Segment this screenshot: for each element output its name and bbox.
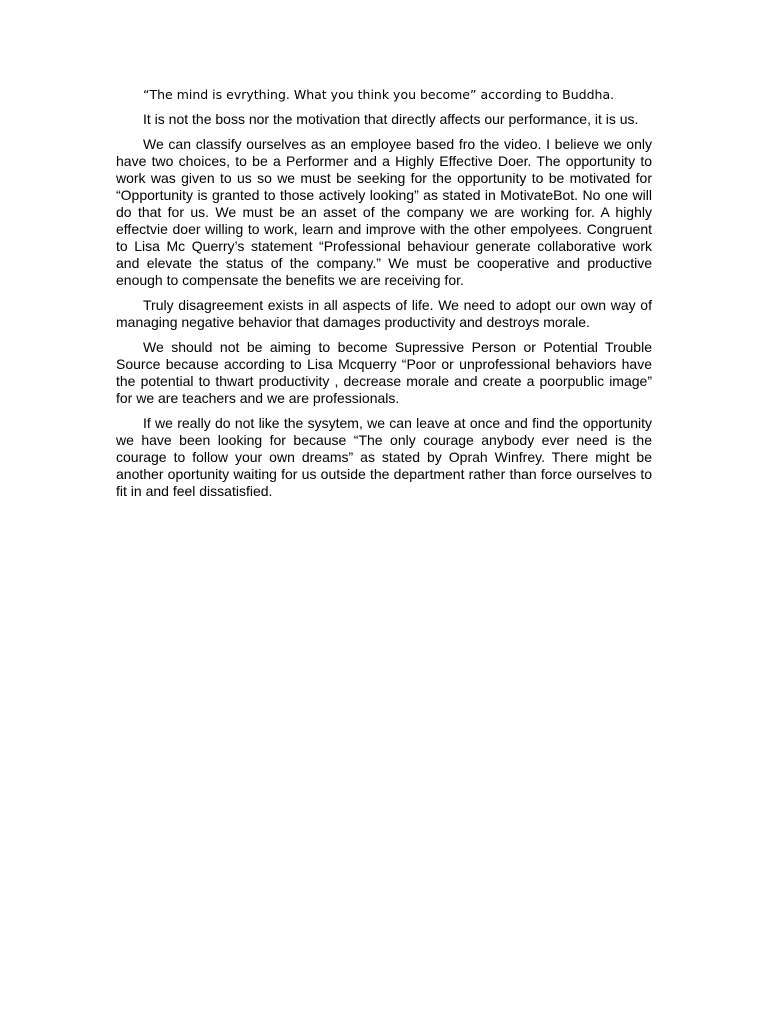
disagreement-paragraph: Truly disagreement exists in all aspects of life. We need to adopt our own way of managing negative behavior that damages productivity and destroys morale.	[116, 297, 652, 330]
employee-classification-paragraph: We can classify ourselves as an employee based fro the video. I believe we only have two choices, to be a Performer and a Highly Effective Doer. The opportunity to work was given to us so we must be seeking for the opportunity to be motivated for “Opportunity is granted to those actively looking” as stated in MotivateBot. No one will do that for us. We must be an asset of the company we are working for. A highly effectvie doer willing to work, learn and improve with the other empolyees. Congruent to Lisa Mc Querry’s statement “Professional behaviour generate collaborative work and elevate the status of the company.” We must be cooperative and productive enough to compensate the benefits we are receiving for.	[116, 136, 652, 288]
buddha-quote-paragraph: “The mind is evrything. What you think you become” according to Buddha.	[143, 87, 615, 102]
document-page	[116, 86, 652, 508]
thesis-paragraph: It is not the boss nor the motivation that directly affects our performance, it is us.	[143, 111, 639, 127]
professional-behavior-paragraph: We should not be aiming to become Supressive Person or Potential Trouble Source because according to Lisa Mcquerry “Poor or unprofessional behaviors have the potential to thwart productivity , decrease morale and create a poorpublic image” for we are teachers and we are professionals.	[116, 339, 652, 406]
conclusion-paragraph: If we really do not like the sysytem, we can leave at once and find the opportunity we have been looking for because “The only courage anybody ever need is the courage to follow your own dreams” as stated by Oprah Winfrey. There might be another oportunity waiting for us outside the department rather than force ourselves to fit in and feel dissatisfied.	[116, 415, 652, 499]
